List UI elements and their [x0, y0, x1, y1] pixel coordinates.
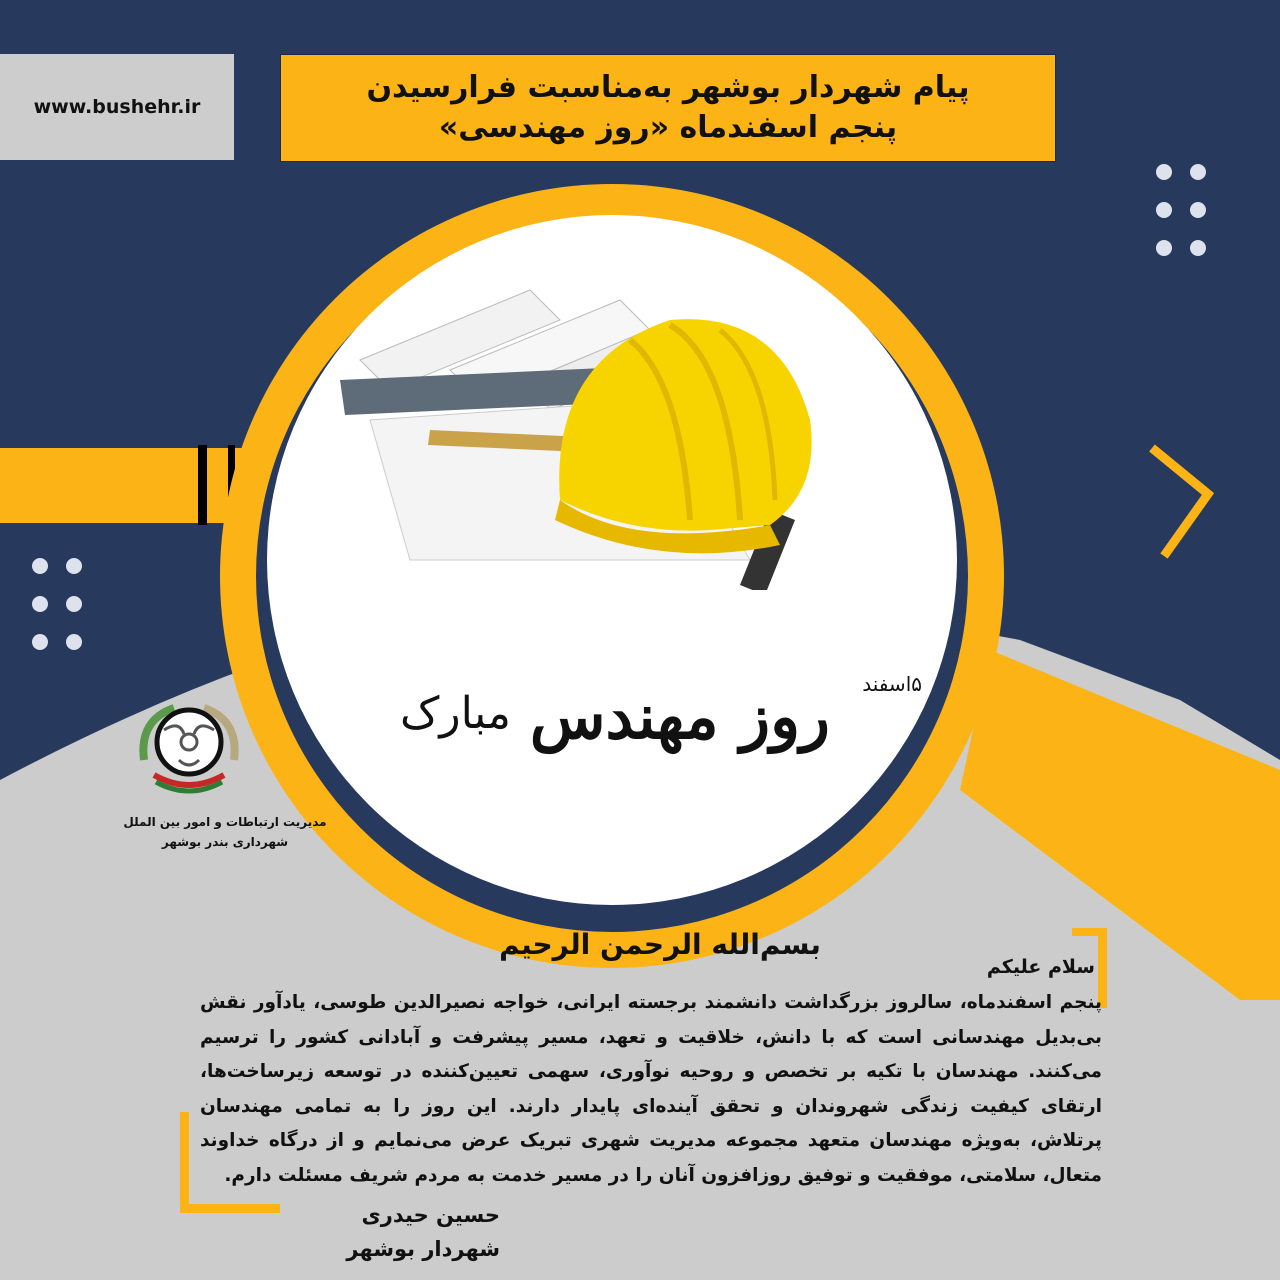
message-body: پنجم اسفندماه، سالروز بزرگداشت دانشمند برجسته ایرانی، خواجه نصیرالدین طوسی، یادآور نقش بی‌بدیل مهندسانی است که با دانش، خلاقیت و تعهد، مسیر پیشرفت و آبادانی کشور را ترسیم می‌کنند. مهندسان با تکیه بر تخصص و روحیه نوآوری، سهمی تعیین‌کننده در توسعه زیرساخت‌ها، ارتقای کیفیت زندگی شهروندان و تحقق آینده‌ای پایدار دارند. این روز را به تمامی مهندسان پرتلاش، به‌ویژه مهندسان متعهد مجموعه مدیریت شهری تبریک عرض می‌نمایم و از درگاه خداوند متعال، سلامتی، موفقیت و توفیق روزافزون آنان را در مسیر خدمت به مردم شریف مسئلت دارم. [200, 992, 1102, 1186]
signature [330, 1198, 500, 1266]
basmala: بسم‌الله الرحمن الرحیم [499, 928, 821, 961]
caption-sub: مبارک [400, 688, 511, 739]
bushehr-municipality-emblem-icon [134, 700, 244, 800]
engineer-day-caption [400, 660, 930, 860]
caption-date: ۵اسفند [862, 672, 922, 696]
page-title [280, 54, 1056, 162]
logo-caption [95, 812, 355, 852]
dot-grid-icon [1156, 164, 1206, 256]
signature-name: حسین حیدری [361, 1203, 500, 1227]
title-line-1: پیام شهردار بوشهر به‌مناسبت فرارسیدن [366, 70, 970, 105]
caption-main: روز مهندس [529, 680, 830, 753]
website-label: www.bushehr.ir [0, 54, 234, 160]
logo-caption-line-1: مدیریت ارتباطات و امور بین الملل [123, 815, 327, 829]
signature-title: شهردار بوشهر [346, 1237, 500, 1261]
hard-hat-illustration [330, 250, 890, 590]
logo-caption-line-2: شهرداری بندر بوشهر [161, 835, 289, 849]
greeting: سلام علیکم [986, 956, 1095, 978]
chevron-right-icon [1140, 440, 1220, 560]
dot-grid-icon [32, 558, 82, 650]
title-line-2: پنجم اسفندماه «روز مهندسی» [438, 110, 898, 145]
